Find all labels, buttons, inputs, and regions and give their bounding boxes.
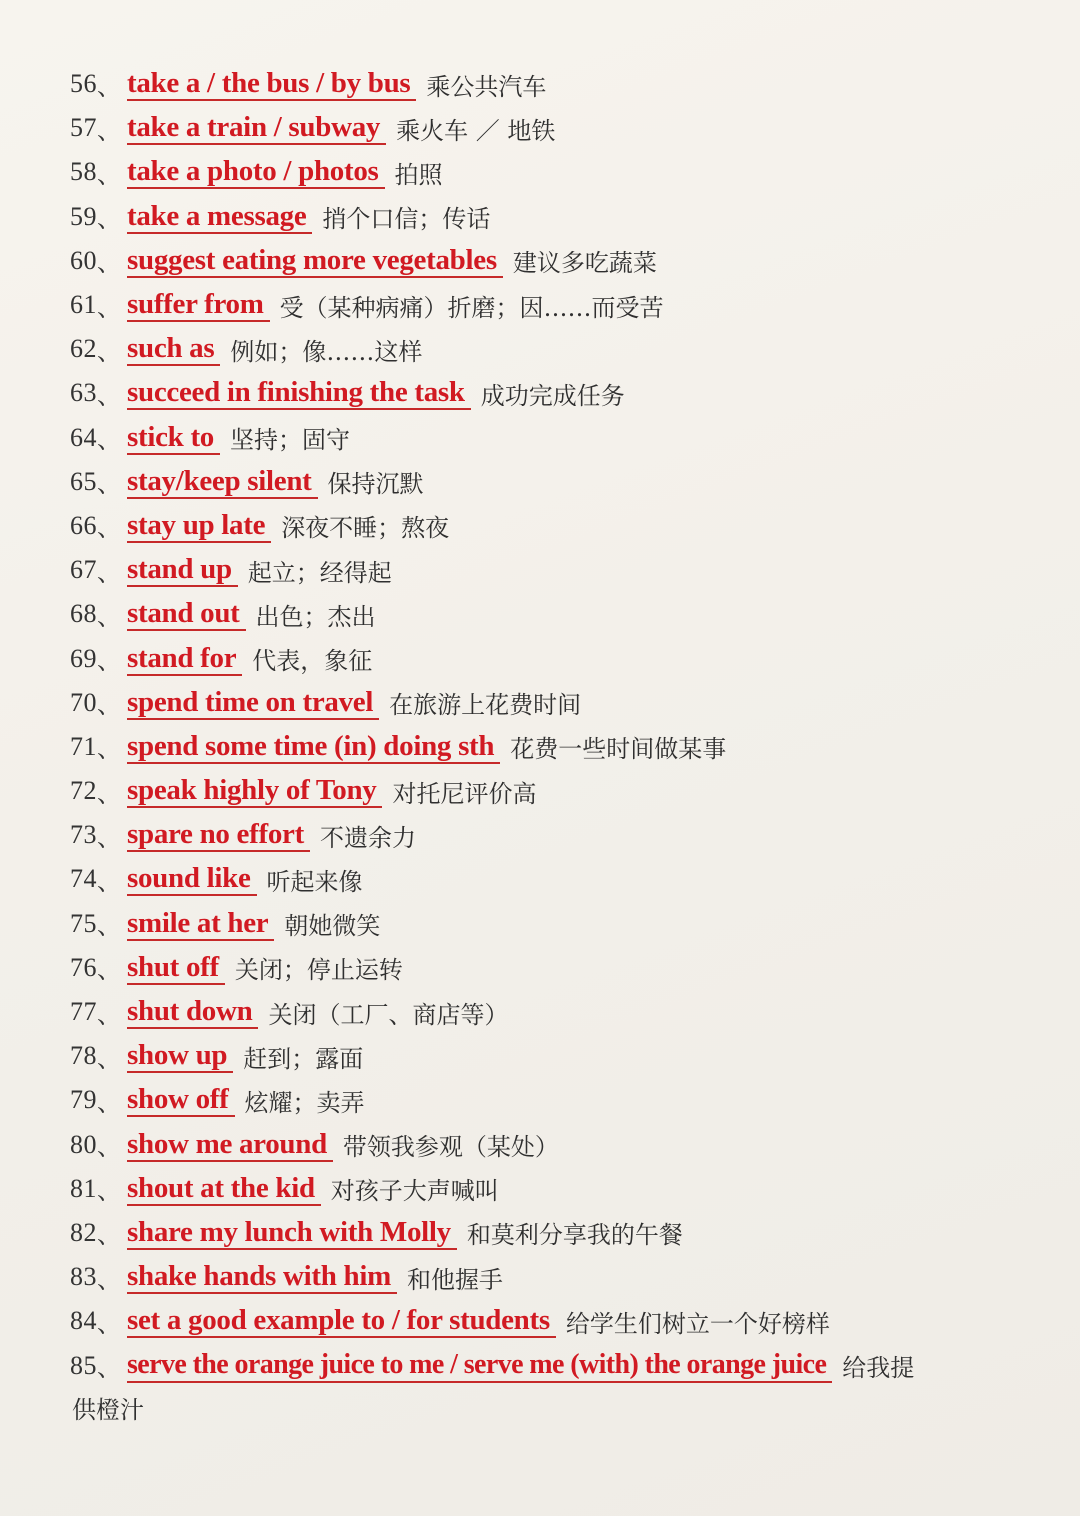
chinese-meaning: 赶到；露面 — [243, 1044, 364, 1073]
english-phrase: show me around — [127, 1128, 333, 1162]
list-item — [70, 1034, 1030, 1078]
english-phrase: take a photo / photos — [127, 155, 385, 189]
english-phrase: shut off — [127, 951, 225, 985]
item-number: 78 — [70, 1041, 97, 1071]
item-separator: 、 — [97, 1044, 121, 1073]
list-item — [70, 106, 1030, 150]
item-number: 56 — [70, 69, 97, 99]
list-item — [70, 813, 1030, 857]
chinese-meaning: 拍照 — [394, 160, 443, 189]
item-number: 67 — [70, 555, 97, 585]
list-item — [70, 1343, 1030, 1431]
item-number: 72 — [70, 776, 97, 806]
item-number: 65 — [70, 466, 97, 496]
chinese-meaning: 深夜不睡；熬夜 — [281, 514, 450, 543]
english-phrase: stand up — [127, 553, 238, 587]
english-phrase: share my lunch with Molly — [127, 1216, 457, 1250]
item-number: 70 — [70, 687, 97, 717]
item-separator: 、 — [97, 160, 121, 189]
chinese-meaning: 炫耀；卖弄 — [244, 1088, 365, 1117]
item-separator: 、 — [97, 867, 121, 896]
item-separator: 、 — [97, 293, 121, 322]
item-separator: 、 — [97, 735, 121, 764]
item-separator: 、 — [97, 381, 121, 410]
list-item — [70, 902, 1030, 946]
list-item — [70, 1123, 1030, 1167]
chinese-meaning: 起立；经得起 — [247, 558, 392, 587]
english-phrase: shake hands with him — [127, 1260, 397, 1294]
chinese-meaning: 和莫利分享我的午餐 — [466, 1221, 683, 1250]
item-number: 60 — [70, 245, 97, 275]
list-item — [70, 1078, 1030, 1122]
item-number: 77 — [70, 997, 97, 1027]
english-phrase: set a good example to / for students — [127, 1304, 556, 1338]
item-number: 62 — [70, 334, 97, 364]
item-separator: 、 — [97, 470, 121, 499]
item-number: 76 — [70, 952, 97, 982]
item-number: 63 — [70, 378, 97, 408]
english-phrase: suffer from — [127, 288, 270, 322]
english-phrase: stick to — [127, 421, 220, 455]
item-separator: 、 — [97, 558, 121, 587]
item-number: 79 — [70, 1085, 97, 1115]
list-item — [70, 460, 1030, 504]
chinese-meaning: 受（某种病痛）折磨；因……而受苦 — [279, 293, 664, 322]
chinese-meaning: 保持沉默 — [327, 470, 424, 499]
item-number: 59 — [70, 201, 97, 231]
item-number: 68 — [70, 599, 97, 629]
list-item — [70, 1167, 1030, 1211]
item-separator: 、 — [97, 337, 121, 366]
english-phrase: stand out — [127, 597, 246, 631]
item-number: 66 — [70, 510, 97, 540]
item-separator: 、 — [97, 602, 121, 631]
chinese-meaning: 关闭；停止运转 — [234, 956, 403, 985]
list-item — [70, 416, 1030, 460]
chinese-meaning: 不遗余力 — [319, 823, 416, 852]
list-item — [70, 504, 1030, 548]
chinese-meaning: 和他握手 — [406, 1265, 503, 1294]
item-number: 83 — [70, 1262, 97, 1292]
english-phrase: spend some time (in) doing sth — [127, 730, 500, 764]
chinese-meaning: 例如；像……这样 — [230, 337, 423, 366]
english-phrase: take a message — [127, 200, 312, 234]
list-item — [70, 857, 1030, 901]
item-separator: 、 — [97, 823, 121, 852]
chinese-meaning: 对孩子大声喊叫 — [330, 1177, 499, 1206]
list-item — [70, 946, 1030, 990]
item-number: 84 — [70, 1306, 97, 1336]
english-phrase: suggest eating more vegetables — [127, 244, 503, 278]
item-separator: 、 — [97, 912, 121, 941]
english-phrase: take a / the bus / by bus — [127, 67, 416, 101]
item-separator: 、 — [97, 779, 121, 808]
item-separator: 、 — [97, 1000, 121, 1029]
chinese-meaning: 花费一些时间做某事 — [510, 735, 727, 764]
chinese-meaning: 给学生们树立一个好榜样 — [565, 1309, 830, 1338]
item-number: 74 — [70, 864, 97, 894]
chinese-meaning-continued: 供橙汁 — [72, 1395, 144, 1424]
chinese-meaning: 给我提 — [842, 1354, 915, 1383]
english-phrase: show up — [127, 1039, 233, 1073]
item-number: 81 — [70, 1173, 97, 1203]
chinese-meaning: 关闭（工厂、商店等） — [268, 1000, 509, 1029]
chinese-meaning: 对托尼评价高 — [392, 779, 537, 808]
item-number: 69 — [70, 643, 97, 673]
english-phrase: stand for — [127, 642, 242, 676]
english-phrase: spare no effort — [127, 818, 310, 852]
chinese-meaning: 乘火车 ／ 地铁 — [396, 116, 556, 145]
item-separator: 、 — [97, 1354, 121, 1383]
list-item — [70, 1299, 1030, 1343]
item-separator: 、 — [97, 1265, 121, 1294]
list-item — [70, 1211, 1030, 1255]
item-number: 82 — [70, 1217, 97, 1247]
chinese-meaning: 捎个口信；传话 — [322, 205, 491, 234]
phrase-list — [70, 62, 1030, 1432]
item-separator: 、 — [97, 1133, 121, 1162]
list-item — [70, 592, 1030, 636]
list-item — [70, 327, 1030, 371]
item-separator: 、 — [97, 1309, 121, 1338]
english-phrase: show off — [127, 1083, 235, 1117]
item-separator: 、 — [97, 249, 121, 278]
list-item — [70, 239, 1030, 283]
list-item — [70, 769, 1030, 813]
english-phrase: speak highly of Tony — [127, 774, 382, 808]
item-separator: 、 — [97, 1221, 121, 1250]
english-phrase: stay up late — [127, 509, 271, 543]
item-separator: 、 — [97, 1177, 121, 1206]
list-item — [70, 636, 1030, 680]
list-item — [70, 990, 1030, 1034]
chinese-meaning: 朝她微笑 — [284, 912, 381, 941]
list-item — [70, 371, 1030, 415]
chinese-meaning: 在旅游上花费时间 — [389, 691, 582, 720]
list-item-first-line — [70, 1343, 1030, 1387]
item-separator: 、 — [97, 647, 121, 676]
english-phrase: sound like — [127, 862, 257, 896]
item-number: 80 — [70, 1129, 97, 1159]
english-phrase: smile at her — [127, 907, 274, 941]
english-phrase: serve the orange juice to me / serve me (with) the orange juice — [127, 1349, 832, 1383]
item-separator: 、 — [97, 514, 121, 543]
english-phrase: shout at the kid — [127, 1172, 321, 1206]
item-separator: 、 — [97, 1088, 121, 1117]
list-item — [70, 62, 1030, 106]
chinese-meaning: 听起来像 — [266, 867, 363, 896]
item-number: 73 — [70, 820, 97, 850]
english-phrase: such as — [127, 332, 220, 366]
item-number: 85 — [70, 1350, 97, 1380]
english-phrase: spend time on travel — [127, 686, 379, 720]
list-item — [70, 1255, 1030, 1299]
list-item — [70, 725, 1030, 769]
chinese-meaning: 建议多吃蔬菜 — [512, 249, 657, 278]
item-number: 57 — [70, 113, 97, 143]
item-number: 71 — [70, 731, 97, 761]
english-phrase: take a train / subway — [127, 111, 386, 145]
list-item — [70, 283, 1030, 327]
chinese-meaning: 坚持；固守 — [230, 426, 351, 455]
item-separator: 、 — [97, 72, 121, 101]
item-separator: 、 — [97, 426, 121, 455]
item-separator: 、 — [97, 691, 121, 720]
list-item — [70, 681, 1030, 725]
english-phrase: stay/keep silent — [127, 465, 318, 499]
english-phrase: shut down — [127, 995, 258, 1029]
item-number: 58 — [70, 157, 97, 187]
english-phrase: succeed in finishing the task — [127, 376, 471, 410]
chinese-meaning: 出色；杰出 — [255, 602, 376, 631]
list-item — [70, 195, 1030, 239]
list-item — [70, 150, 1030, 194]
chinese-meaning: 带领我参观（某处） — [342, 1133, 559, 1162]
item-separator: 、 — [97, 116, 121, 145]
item-number: 61 — [70, 290, 97, 320]
item-number: 64 — [70, 422, 97, 452]
item-separator: 、 — [97, 956, 121, 985]
item-number: 75 — [70, 908, 97, 938]
chinese-meaning: 成功完成任务 — [480, 381, 625, 410]
chinese-meaning: 乘公共汽车 — [426, 72, 547, 101]
chinese-meaning: 代表，象征 — [252, 647, 373, 676]
item-separator: 、 — [97, 205, 121, 234]
list-item — [70, 548, 1030, 592]
